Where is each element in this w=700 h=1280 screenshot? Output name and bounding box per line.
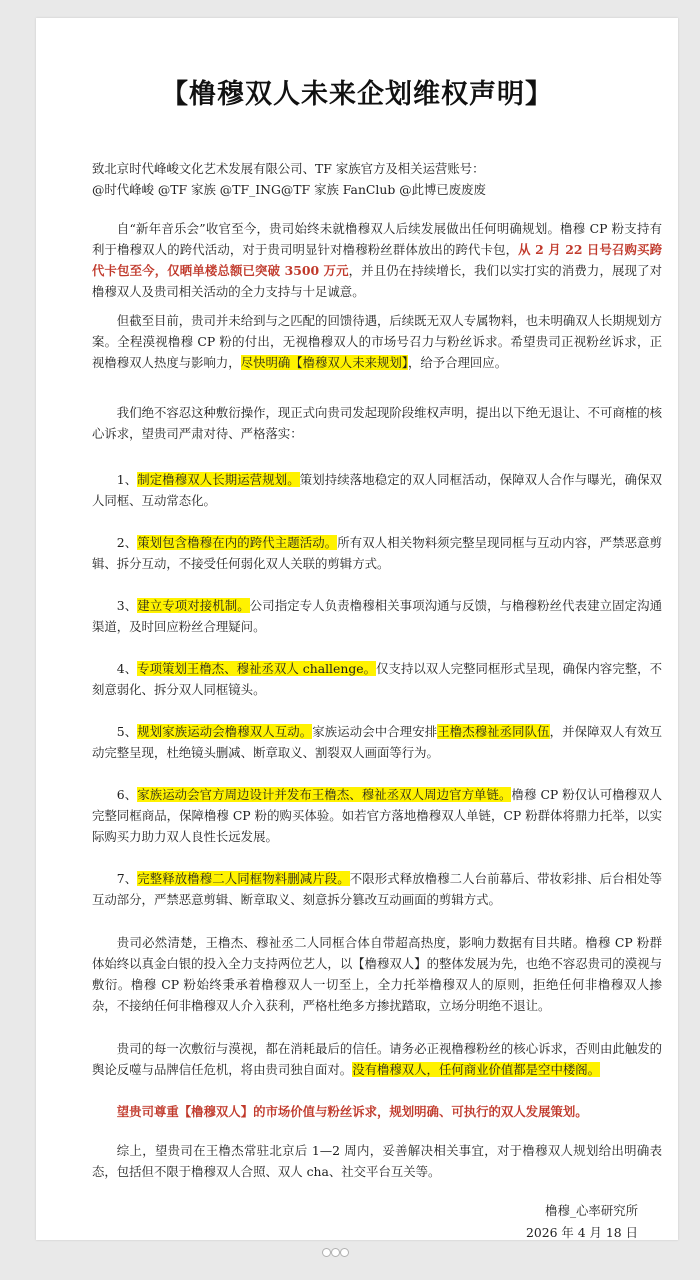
addressee-line-1: 致北京时代峰峻文化艺术发展有限公司、TF 家族官方及相关运营账号： xyxy=(92,161,485,176)
demand-item-1: 1、制定橹穆双人长期运营规划。策划持续落地稳定的双人同框活动，保障双人合作与曝光，确保双人同框、互动常态化。 xyxy=(92,472,663,508)
demand-item-4: 4、专项策划王橹杰、穆祉丞双人 challenge。仅支持以双人完整同框形式呈现，确保内容完整，不刻意弱化、拆分双人同框镜头。 xyxy=(92,661,663,697)
paragraph-3: 我们绝不容忍这种敷衍操作，现正式向贵司发起现阶段维权声明，提出以下绝无退让、不可商榷的核心诉求，望贵司严肃对待、严格落实： xyxy=(92,405,662,441)
demand-item-5: 5、规划家族运动会橹穆双人互动。家族运动会中合理安排王橹杰穆祉丞同队伍，并保障双人有效互动完整呈现，杜绝镜头删减、断章取义、割裂双人画面等行为。 xyxy=(92,724,663,760)
paragraph-1: 自“新年音乐会”收官至今，贵司始终未就橹穆双人后续发展做出任何明确规划。橹穆 CP 粉支持有利于橹穆双人的跨代活动，对于贵司明显针对橹穆粉丝群体放出的跨代卡包，从 2 月 22 日号召购买跨代卡包至今，仅晒单楼总额已突破 3500 万元，并且仍在持续增长，我们以实打实的消费力，展现了对橹穆双人及贵司相关活动的全力支持与十足诚意。 xyxy=(92,221,663,299)
paragraph-2: 但截至目前，贵司并未给到与之匹配的回馈待遇，后续既无双人专属物料，也未明确双人长期规划方案。全程漠视橹穆 CP 粉的付出，无视橹穆双人的市场号召力与粉丝诉求。希望贵司正视粉丝诉求，正视橹穆双人热度与影响力，尽快明确【橹穆双人未来规划】，给予合理回应。 xyxy=(92,313,662,370)
paragraph-7: 综上，望贵司在王橹杰常驻北京后 1—2 周内，妥善解决相关事宜，对于橹穆双人规划给出明确表态，包括但不限于橹穆双人合照、双人 cha、社交平台互关等。 xyxy=(92,1143,662,1179)
highlight-future-plan: 尽快明确【橹穆双人未来规划】 xyxy=(240,355,408,370)
paragraph-6-red: 望贵司尊重【橹穆双人】的市场价值与粉丝诉求，规划明确、可执行的双人发展策划。 xyxy=(116,1104,588,1119)
purchase-total-text: 从 2 月 22 日号召购买跨代卡包至今，仅晒单楼总额已突破 3500 万元 xyxy=(92,242,662,278)
paragraph-4: 贵司必然清楚，王橹杰、穆祉丞二人同框合体自带超高热度，影响力数据有目共睹。橹穆 CP 粉群体始终以真金白银的投入全力支持两位艺人，以【橹穆双人】的整体发展为先，也绝不容忍贵司的漠视与敷衍。橹穆 CP 粉始终秉承着橹穆双人一切至上，全力托举橹穆双人的原则，拒绝任何非橹穆双人掺杂，不接纳任何非橹穆双人介入获利，严格杜绝多方掺扰踏取，立场分明绝不退让。 xyxy=(92,935,662,1013)
signature-name: 橹穆_心率研究所 xyxy=(545,1203,638,1218)
demand-item-6: 6、家族运动会官方周边设计并发布王橹杰、穆祉丞双人周边官方单链。橹穆 CP 粉仅认可橹穆双人完整同框商品，保障橹穆 CP 粉的购买体验。如若官方落地橹穆双人单链，CP 粉群体将鼎力托举，以实际购买力助力双人良性长远发展。 xyxy=(92,787,663,844)
watermark-dots-icon xyxy=(322,1248,350,1268)
demand-item-3: 3、建立专项对接机制。公司指定专人负责橹穆相关事项沟通与反馈，与橹穆粉丝代表建立固定沟通渠道，及时回应粉丝合理疑问。 xyxy=(92,598,663,634)
statement-document xyxy=(36,18,678,1240)
demand-item-7: 7、完整释放橹穆二人同框物料删减片段。不限形式释放橹穆二人台前幕后、带妆彩排、后台相处等互动部分，严禁恶意剪辑、断章取义、刻意拆分篡改互动画面的剪辑方式。 xyxy=(92,871,663,907)
demand-item-2: 2、策划包含橹穆在内的跨代主题活动。所有双人相关物料须完整呈现同框与互动内容，严禁恶意剪辑、拆分互动，不接受任何弱化双人关联的剪辑方式。 xyxy=(92,535,663,571)
paragraph-5: 贵司的每一次敷衍与漠视，都在消耗最后的信任。请务必正视橹穆粉丝的核心诉求，否则由此触发的舆论反噬与品牌信任危机，将由贵司独自面对。没有橹穆双人，任何商业价值都是空中楼阁。 xyxy=(92,1041,662,1077)
signature-date: 2026 年 4 月 18 日 xyxy=(525,1225,638,1240)
highlight-commercial-value: 没有橹穆双人，任何商业价值都是空中楼阁。 xyxy=(352,1062,601,1077)
addressee-line-2: @时代峰峻 @TF 家族 @TF_ING@TF 家族 FanClub @此博已废废废 xyxy=(92,182,486,197)
document-title: 【橹穆双人未来企划维权声明】 xyxy=(161,79,553,110)
